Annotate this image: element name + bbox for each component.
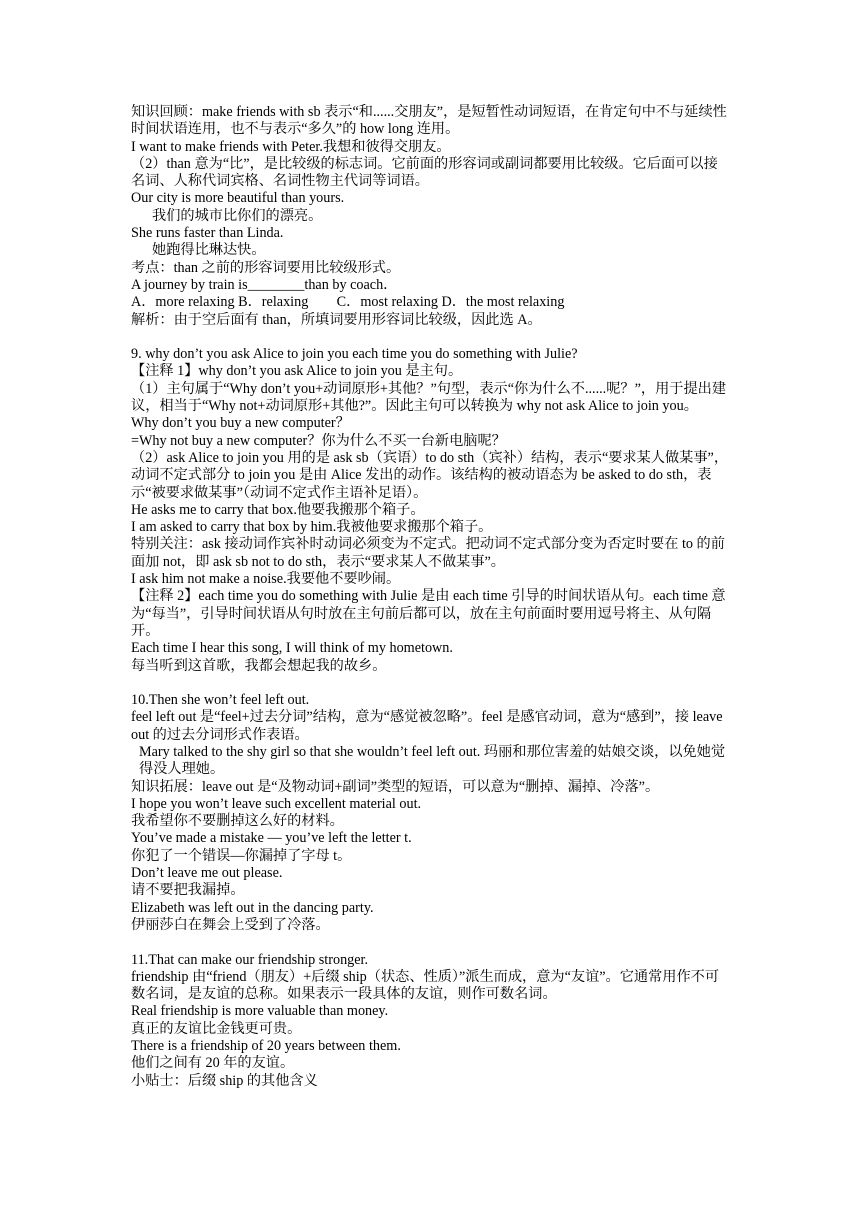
text-line: 她跑得比琳达快。 [152, 242, 266, 259]
text-line: =Why not buy a new computer？你为什么不买一台新电脑呢？ [131, 432, 506, 449]
text-line: （2）than 意为“比”，是比较级的标志词。它前面的形容词或副词都要用比较级。它后面可以接名词、人称代词宾格、名词性物主代词等词语。 [131, 155, 718, 190]
text-line: I am asked to carry that box by him.我被他要求搬那个箱子。 [131, 519, 493, 536]
text-line: 他们之间有 20 年的友谊。 [131, 1055, 295, 1072]
text-line: 特别关注：ask 接动词作宾补时动词必须变为不定式。把动词不定式部分变为否定时要在 to 的前面加 not，即 ask sb not to do sth，表示“要求某人不做某事”。 [131, 536, 725, 570]
text-line: 知识拓展：leave out 是“及物动词+副词”类型的短语，可以意为“删掉、漏掉、冷落”。 [131, 778, 660, 795]
blank-line [131, 675, 731, 692]
text-line: A journey by train is________than by coach． [131, 276, 398, 293]
text-line: 知识回顾：make friends with sb 表示“和......交朋友”，是短暂性动词短语，在肯定句中不与延续性时间状语连用，也不与表示“多久”的 how long 连用。 [131, 104, 727, 138]
text-line: 请不要把我漏掉。 [131, 882, 245, 899]
text-line: He asks me to carry that box.他要我搬那个箱子。 [131, 501, 425, 518]
text-line: I want to make friends with Peter.我想和彼得交朋友。 [131, 138, 451, 155]
text-line: feel left out 是“feel+过去分词”结构，意为“感觉被忽略”。feel 是感官动词，意为“感到”，接 leave out 的过去分词形式作表语。 [131, 709, 723, 743]
text-line: 【注释 2】each time you do something with Julie 是由 each time 引导的时间状语从句。each time 意为“每当”，引导时间状语从句时放在主句前后都可以，放在主句前面时要用逗号将主、从句隔开。 [131, 588, 726, 639]
text-line: （2）ask Alice to join you 用的是 ask sb（宾语）to do sth（宾补）结构，表示“要求某人做某事”，动词不定式部分 to join you 是由 Alice 发出的动作。该结构的被动语态为 be asked to do sth，表示“被要求做某事”（动词不定式作主语补足语）。 [131, 449, 729, 501]
text-line: You’ve made a mistake — you’ve left the letter t. [131, 830, 412, 847]
document-body [131, 104, 731, 1090]
text-line: She runs faster than Linda. [131, 225, 284, 242]
text-line: 伊丽莎白在舞会上受到了冷落。 [131, 916, 330, 933]
text-line: 每当听到这首歌，我都会想起我的故乡。 [131, 657, 387, 674]
text-line: Real friendship is more valuable than money. [131, 1003, 389, 1020]
text-line: Don’t leave me out please. [131, 865, 283, 882]
text-line: 【注释 1】why don’t you ask Alice to join you 是主句。 [131, 363, 463, 380]
text-line: I ask him not make a noise.我要他不要吵闹。 [131, 571, 401, 588]
text-line: Why don’t you buy a new computer？ [131, 415, 350, 432]
text-line: 你犯了一个错误—你漏掉了字母 t。 [131, 847, 352, 864]
text-line: A．more relaxing B．relaxing C．most relaxing D．the most relaxing [131, 294, 565, 311]
text-line: Our city is more beautiful than yours. [131, 190, 345, 207]
text-line: 小贴士：后缀 ship 的其他含义 [131, 1072, 318, 1089]
blank-line [131, 934, 731, 951]
text-line: Each time I hear this song, I will think of my hometown. [131, 640, 453, 657]
text-line: 10.Then she won’t feel left out. [131, 692, 310, 709]
text-line: 真正的友谊比金钱更可贵。 [131, 1020, 302, 1037]
text-line: （1）主句属于“Why don’t you+动词原形+其他？”句型，表示“你为什么不......呢？”，用于提出建议，相当于“Why not+动词原形+其他?”。因此主句可以转换为 why not ask Alice to join you。 [131, 380, 727, 415]
text-line: There is a friendship of 20 years between them. [131, 1038, 401, 1055]
text-line: 我们的城市比你们的漂亮。 [152, 207, 323, 224]
text-line: Mary talked to the shy girl so that she wouldn’t feel left out. 玛丽和那位害羞的姑娘交谈，以免她觉得没人理她。 [139, 743, 726, 778]
text-line: friendship 由“friend（朋友）+后缀 ship（状态、性质）”派生而成，意为“友谊”。它通常用作不可数名词，是友谊的总称。如果表示一段具体的友谊，则作可数名词。 [131, 968, 720, 1003]
text-line: 我希望你不要删掉这么好的材料。 [131, 813, 344, 830]
text-line: I hope you won’t leave such excellent material out. [131, 795, 422, 812]
text-line: Elizabeth was left out in the dancing party. [131, 899, 374, 916]
text-line: 9. why don’t you ask Alice to join you each time you do something with Julie? [131, 346, 578, 363]
text-line: 考点：than 之前的形容词要用比较级形式。 [131, 259, 401, 276]
text-line: 11.That can make our friendship stronger. [131, 951, 369, 968]
text-line: 解析：由于空后面有 than，所填词要用形容词比较级，因此选 A。 [131, 311, 542, 328]
blank-line [131, 329, 731, 346]
